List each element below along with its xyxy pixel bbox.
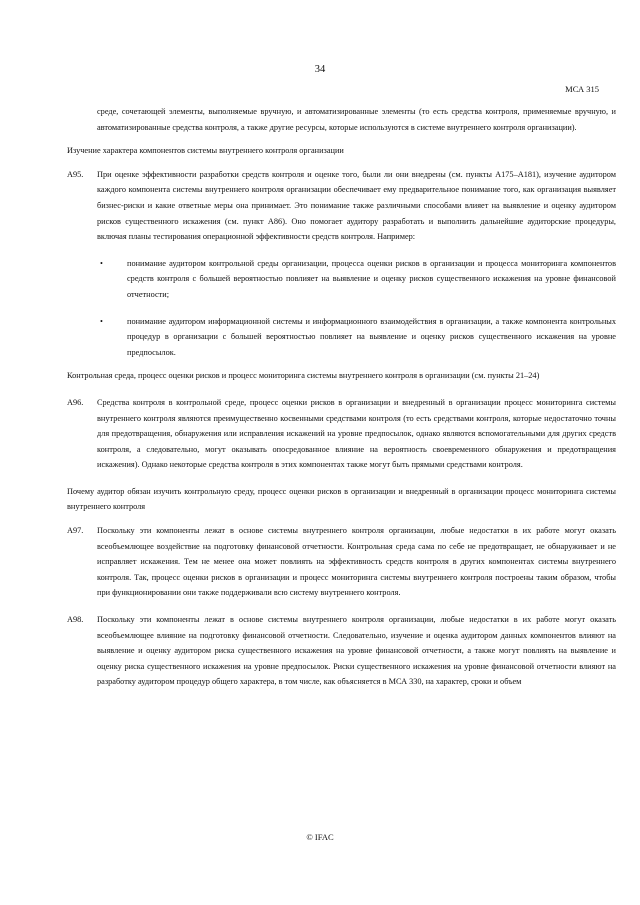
paragraph-text: При оценке эффективности разработки средств контроля и оценке того, были ли они внедрены (см. пункты A175–A181), изучение аудитором каждого компонента системы внутреннего контроля организации обеспечивает ему предварительное понимание того, как организация выявляет бизнес-риски и какие ответные меры она принимает. Это понимание также различными способами влияет на выявление и оценку аудитором рисков существенного искажения (см. пункт A86). Оно помогает аудитору разработать и выполнить дальнейшие аудиторские процедуры, включая планы тестирования операционной эффективности средств контроля. Например:	[97, 169, 616, 242]
standard-label: МСА 315	[565, 84, 599, 94]
paragraph-text: Средства контроля в контрольной среде, процесс оценки рисков в организации и внедренный в организации процесс мониторинга системы внутреннего контроля являются преимущественно косвенными средствами контроля (то есть средствами контроля, которые недостаточно точны для предотвращения, обнаружения или исправления искажений на уровне предпосылок, однако являются вспомогательными для других средств контроля, а следовательно, могут оказывать опосредованное влияние на вероятность своевременного обнаружения и предотвращения искажения). Однако некоторые средства контроля в этих компонентах также могут быть прямыми средствами контроля.	[97, 397, 616, 470]
section-heading-control-environment: Контрольная среда, процесс оценки рисков и процесс мониторинга системы внутреннего контроля в организации (см. пункты 21–24)	[67, 371, 540, 381]
paragraph-text: Поскольку эти компоненты лежат в основе системы внутреннего контроля организации, любые недостатки в их работе могут оказать всеобъемлющее воздействие на подготовку финансовой отчетности. Контрольная среда сама по себе не предотвращает, не обнаруживает и не исправляет искажения. Тем не менее она может повлиять на эффективность средств контроля в других компонентах системы внутреннего контроля. Так, процесс оценки рисков в организации и процесс мониторинга системы внутреннего контроля построены таким образом, чтобы при функционировании они также поддерживали всю систему внутреннего контроля.	[97, 526, 616, 598]
page-number: 34	[314, 64, 326, 75]
paragraph-a96	[67, 395, 616, 473]
bullet-symbol: •	[100, 258, 103, 268]
document-body	[67, 104, 616, 690]
bullet-item	[97, 314, 616, 361]
paragraph-text: Поскольку эти компоненты лежат в основе системы внутреннего контроля организации, любые недостатки в их работе могут оказать всеобъемлющее влияние на подготовку финансовой отчетности. Следовательно, изучение и оценка аудитором данных компонентов влияют на выявление и оценку аудитором риска существенного искажения на уровне финансовой отчетности, а также могут повлиять на выявление и оценку риска существенного искажения на уровне предпосылок. Риски существенного искажения на уровне финансовой отчетности влияют на разработку аудитором процедур общего характера, в том числе, как объясняется в МСА 330, на характер, сроки и объем	[97, 615, 616, 687]
continued-paragraph: среде, сочетающей элементы, выполняемые вручную, и автоматизированные элементы (то есть средства контроля, применяемые вручную, и автоматизированные средства контроля, а также другие ресурсы, которые используются в системе внутреннего контроля организации).	[97, 107, 616, 132]
paragraph-number: A95.	[67, 169, 84, 179]
paragraph-a98	[67, 612, 616, 690]
bullet-item	[97, 256, 616, 303]
paragraph-a97	[67, 523, 616, 601]
paragraph-number: A98.	[67, 615, 84, 625]
bullet-text: понимание аудитором контрольной среды организации, процесса оценки рисков в организации и процесса мониторинга компонентов средств контроля с большей вероятностью повлияет на выявление и оценку рисков существенного искажения на уровне финансовой отчетности;	[127, 258, 616, 299]
section-heading-components: Изучение характера компонентов системы внутреннего контроля организации	[67, 146, 344, 156]
copyright-footer: © IFAC	[306, 832, 334, 842]
paragraph-number: A97.	[67, 526, 84, 536]
paragraph-number: A96.	[67, 397, 84, 407]
bullet-text: понимание аудитором информационной системы и информационного взаимодействия в организации, а также компонента контрольных процедур в организации с большей вероятностью повлияет на выявление и оценку рисков существенного искажения на уровне предпосылок.	[127, 316, 616, 357]
section-heading-why-understand: Почему аудитор обязан изучить контрольную среду, процесс оценки рисков в организации и внедренный в организации процесс мониторинга системы внутреннего контроля	[67, 486, 616, 512]
paragraph-a95	[67, 167, 616, 245]
bullet-symbol: •	[100, 316, 103, 326]
